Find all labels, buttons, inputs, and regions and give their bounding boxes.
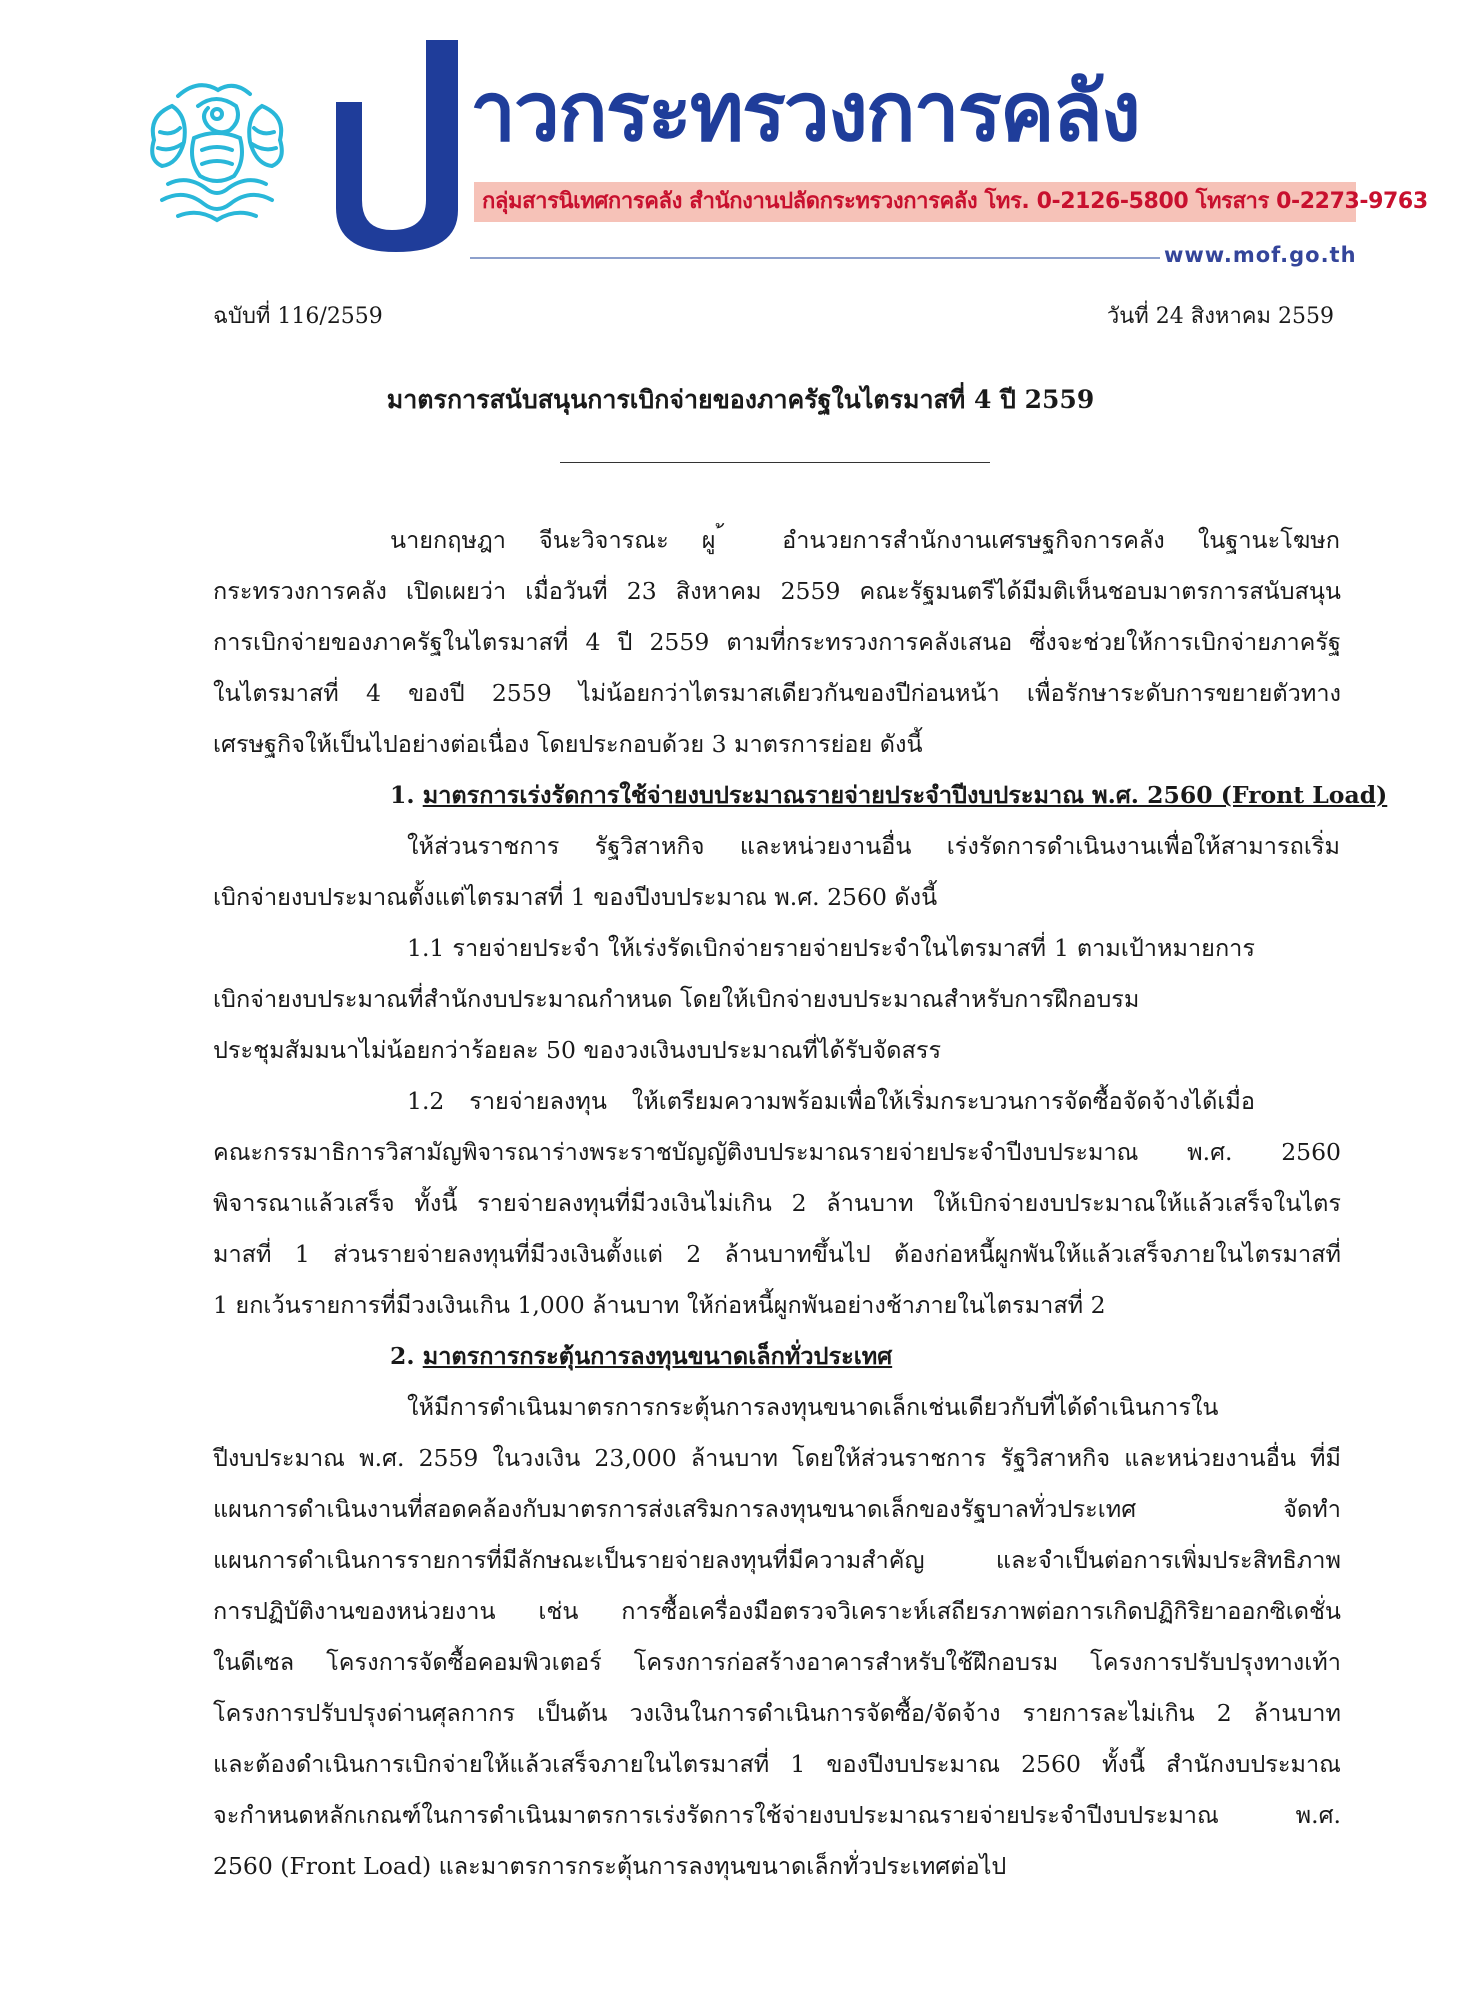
body-line: 2560 (Front Load) และมาตรการกระตุ้นการลงทุนขนาดเล็กทั่วประเทศต่อไป	[213, 1852, 1007, 1880]
contact-strip	[474, 182, 1428, 222]
body-line: พิจารณาแล้วเสร็จ ทั้งนี้ รายจ่ายลงทุนที่มีวงเงินไม่เกิน 2 ล้านบาท ให้เบิกจ่ายงบประมาณให้แล้วเสร็จในไตร	[213, 1189, 1341, 1217]
masthead-divider	[470, 257, 1160, 259]
ministry-emblem-icon	[138, 76, 296, 226]
masthead-logo-letter	[336, 40, 466, 252]
body-line: 1.2 รายจ่ายลงทุน ให้เตรียมความพร้อมเพื่อให้เริ่มกระบวนการจัดซื้อจัดจ้างได้เมื่อ	[407, 1087, 1255, 1115]
body-line: มาสที่ 1 ส่วนรายจ่ายลงทุนที่มีวงเงินตั้งแต่ 2 ล้านบาทขึ้นไป ต้องก่อหนี้ผูกพันให้แล้วเสร็จภายในไตรมาสที่	[213, 1240, 1341, 1268]
body-line: ให้ส่วนราชการ รัฐวิสาหกิจ และหน่วยงานอื่น เร่งรัดการดำเนินงานเพื่อให้สามารถเริ่ม	[407, 832, 1340, 860]
document-title: มาตรการสนับสนุนการเบิกจ่ายของภาครัฐในไตรมาสที่ 4 ปี 2559	[386, 385, 1095, 414]
section-number: 2.	[390, 1342, 423, 1370]
body-line: เบิกจ่ายงบประมาณตั้งแต่ไตรมาสที่ 1 ของปีงบประมาณ พ.ศ. 2560 ดังนี้	[213, 883, 938, 911]
section-title: มาตรการกระตุ้นการลงทุนขนาดเล็กทั่วประเทศ	[422, 1342, 893, 1370]
section-heading-2	[390, 1336, 892, 1376]
body-line: 1 ยกเว้นรายการที่มีวงเงินเกิน 1,000 ล้านบาท ให้ก่อหนี้ผูกพันอย่างช้าภายในไตรมาสที่ 2	[213, 1291, 1106, 1319]
body-line: ให้มีการดำเนินมาตรการกระตุ้นการลงทุนขนาดเล็กเช่นเดียวกับที่ได้ดำเนินการใน	[407, 1393, 1219, 1421]
website-url: www.mof.go.th	[1164, 243, 1357, 267]
contact-line: กลุ่มสารนิเทศการคลัง สำนักงานปลัดกระทรวงการคลัง โทร. 0-2126-5800 โทรสาร 0-2273-9763	[482, 189, 1428, 214]
body-line: นายกฤษฎา จีนะวิจารณะ ผู ้ อำนวยการสำนักงานเศรษฐกิจการคลัง ในฐานะโฆษก	[390, 526, 1340, 554]
title-divider	[560, 462, 990, 463]
body-line: ปีงบประมาณ พ.ศ. 2559 ในวงเงิน 23,000 ล้านบาท โดยให้ส่วนราชการ รัฐวิสาหกิจ และหน่วยงานอื่น ที่มี	[213, 1444, 1341, 1472]
body-line: และต้องดำเนินการเบิกจ่ายให้แล้วเสร็จภายในไตรมาสที่ 1 ของปีงบประมาณ 2560 ทั้งนี้ สำนักงบประมาณ	[213, 1750, 1341, 1778]
body-line: ในดีเซล โครงการจัดซื้อคอมพิวเตอร์ โครงการก่อสร้างอาคารสำหรับใช้ฝึกอบรม โครงการปรับปรุงทางเท้า	[213, 1648, 1341, 1676]
body-line: ประชุมสัมมนาไม่น้อยกว่าร้อยละ 50 ของวงเงินงบประมาณที่ได้รับจัดสรร	[213, 1036, 942, 1064]
section-number: 1.	[390, 781, 423, 809]
body-line: การเบิกจ่ายของภาครัฐในไตรมาสที่ 4 ปี 2559 ตามที่กระทรวงการคลังเสนอ ซึ่งจะช่วยให้การเบิกจ่ายภาครัฐ	[213, 628, 1341, 656]
issue-date: วันที่ 24 สิงหาคม 2559	[1106, 304, 1334, 329]
body-line: การปฏิบัติงานของหน่วยงาน เช่น การซื้อเครื่องมือตรวจวิเคราะห์เสถียรภาพต่อการเกิดปฏิกิริยาออกซิเดชั่น	[213, 1597, 1341, 1625]
body-line: แผนการดำเนินงานที่สอดคล้องกับมาตรการส่งเสริมการลงทุนขนาดเล็กของรัฐบาลทั่วประเทศ จัดทำ	[213, 1495, 1341, 1523]
body-line: โครงการปรับปรุงด่านศุลกากร เป็นต้น วงเงินในการดำเนินการจัดซื้อ/จัดจ้าง รายการละไม่เกิน 2 ล้านบาท	[213, 1699, 1341, 1727]
section-heading-1	[390, 775, 1387, 815]
body-line: เบิกจ่ายงบประมาณที่สำนักงบประมาณกำหนด โดยให้เบิกจ่ายงบประมาณสำหรับการฝึกอบรม	[213, 985, 1140, 1013]
body-line: เศรษฐกิจให้เป็นไปอย่างต่อเนื่อง โดยประกอบด้วย 3 มาตรการย่อย ดังนี้	[213, 730, 923, 758]
section-title: มาตรการเร่งรัดการใช้จ่ายงบประมาณรายจ่ายประจำปีงบประมาณ พ.ศ. 2560 (Front Load)	[422, 781, 1388, 809]
body-line: ในไตรมาสที่ 4 ของปี 2559 ไม่น้อยกว่าไตรมาสเดียวกันของปีก่อนหน้า เพื่อรักษาระดับการขยายตัวทาง	[213, 679, 1341, 707]
body-line: 1.1 รายจ่ายประจำ ให้เร่งรัดเบิกจ่ายรายจ่ายประจำในไตรมาสที่ 1 ตามเป้าหมายการ	[407, 934, 1255, 962]
body-line: จะกำหนดหลักเกณฑ์ในการดำเนินมาตรการเร่งรัดการใช้จ่ายงบประมาณรายจ่ายประจำปีงบประมาณ พ.ศ.	[213, 1801, 1341, 1829]
masthead-title: าวกระทรวงการคลัง	[470, 65, 1139, 160]
body-line: แผนการดำเนินการรายการที่มีลักษณะเป็นรายจ่ายลงทุนที่มีความสำคัญ และจำเป็นต่อการเพิ่มประสิทธิภาพ	[213, 1546, 1341, 1574]
body-line: กระทรวงการคลัง เปิดเผยว่า เมื่อวันที่ 23 สิงหาคม 2559 คณะรัฐมนตรีได้มีมติเห็นชอบมาตรการสนับสนุน	[213, 577, 1341, 605]
issue-number: ฉบับที่ 116/2559	[213, 304, 383, 329]
body-line: คณะกรรมาธิการวิสามัญพิจารณาร่างพระราชบัญญัติงบประมาณรายจ่ายประจำปีงบประมาณ พ.ศ. 2560	[213, 1138, 1341, 1166]
